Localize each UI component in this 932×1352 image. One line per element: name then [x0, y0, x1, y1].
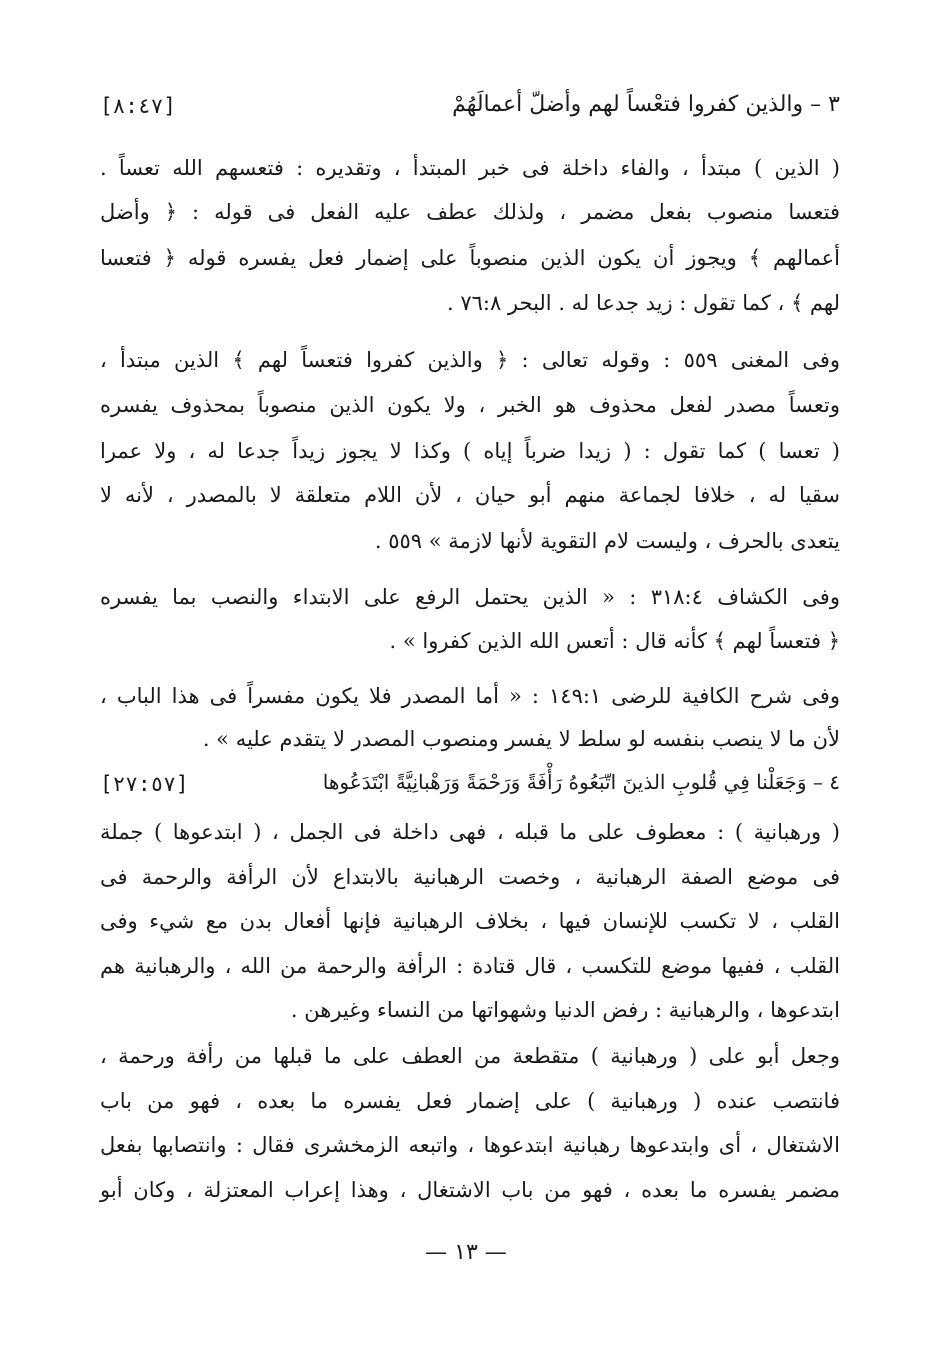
text-line: وجعل أبو على ( ورهبانية ) متقطعة من العطف على ما قبلها من رأفة ورحمة ،	[100, 1044, 840, 1068]
verse-reference: [٨:٤٧]	[100, 94, 176, 118]
text-line: القلب ، ففيها موضع للتكسب ، قال قتادة : الرأفة والرحمة من الله ، والرهبانية هم	[100, 954, 840, 978]
text-line: ( الذين ) مبتدأ ، والفاء داخلة فى خبر المبتدأ ، وتقديره : فتعسهم الله تعساً .	[100, 156, 840, 180]
text-line: فى موضع الصفة الرهبانية ، وخصت الرهبانية بالابتداع لأن الرأفة والرحمة فى	[100, 865, 840, 889]
page-number: — ١٣ —	[425, 1240, 507, 1265]
text-line: وفى شرح الكافية للرضى ١٤٩:١ : « أما المصدر فلا يكون مفسراً فى هذا الباب ،	[100, 684, 840, 708]
text-line: ﴿ فتعساً لهم ﴾ كأنه قال : أتعس الله الذين كفروا » .	[389, 629, 840, 653]
text-line: سقيا له ، خلافا لجماعة منهم أبو حيان ، لأن اللام متعلقة لا بالمصدر ، لأنه لا	[100, 483, 840, 507]
verse-heading: ٤ – وَجَعَلْنا فِي قُلوبِ الذينَ اتّبَعُوهُ رَأْفَةً وَرَحْمَةً وَرَهْبانِيَّةً ابْتَدَعُوها	[322, 770, 840, 794]
section-4-heading-row	[100, 770, 840, 804]
text-line: فانتصب عنده ( ورهبانية ) على إضمار فعل يفسره ما بعده ، فهو من باب	[100, 1089, 840, 1113]
text-line: ابتدعوها ، والرهبانية : رفض الدنيا وشهواتها من النساء وغيرهن .	[290, 998, 840, 1022]
text-line: مضمر يفسره ما بعده ، فهو من باب الاشتغال ، وهذا إعراب المعتزلة ، وكان أبو	[100, 1178, 840, 1202]
verse-reference: [٢٧:٥٧]	[100, 772, 189, 796]
text-line: الاشتغال ، أى وابتدعوها رهبانية ابتدعوها ، واتبعه الزمخشرى فقال : وانتصابها بفعل	[100, 1133, 840, 1157]
text-line: القلب ، لا تكسب للإنسان فيها ، بخلاف الرهبانية فإنها أفعال بدن مع شيء وفى	[100, 909, 840, 933]
text-line: ( تعسا ) كما تقول : ( زيدا ضرباً إياه ) وكذا لا يجوز زيداً جدعا له ، ولا عمرا	[100, 439, 840, 463]
text-line: لهم ﴾ ، كما تقول : زيد جدعا له . البحر ٧٦:٨ .	[446, 291, 840, 315]
text-line: فتعسا منصوب بفعل مضمر ، ولذلك عطف عليه الفعل فى قوله : ﴿ وأضل	[100, 200, 840, 224]
text-line: وتعساً مصدر لفعل محذوف هو الخبر ، ولا يكون الذين منصوباً بمحذوف يفسره	[100, 393, 840, 417]
text-line: ( ورهبانية ) : معطوف على ما قبله ، فهى داخلة فى الجمل ، ( ابتدعوها ) جملة	[100, 820, 840, 844]
text-line: أعمالهم ﴾ ويجوز أن يكون الذين منصوباً على إضمار فعل يفسره قوله ﴿ فتعسا	[100, 246, 840, 270]
text-line: يتعدى بالحرف ، وليست لام التقوية لأنها لازمة » ٥٥٩ .	[374, 529, 840, 553]
section-3-heading-row	[100, 92, 840, 126]
verse-heading: ٣ – والذين كفروا فتعْساً لهم وأضلّ أعمالَهُمْ	[452, 92, 840, 117]
text-line: لأن ما لا ينصب بنفسه لو سلط لا يفسر ومنصوب المصدر لا يتقدم عليه » .	[202, 727, 840, 751]
text-line: وفى الكشاف ٣١٨:٤ : « الذين يحتمل الرفع على الابتداء والنصب بما يفسره	[100, 585, 840, 609]
text-line: وفى المغنى ٥٥٩ : وقوله تعالى : ﴿ والذين كفروا فتعساً لهم ﴾ الذين مبتدأ ،	[100, 348, 840, 372]
